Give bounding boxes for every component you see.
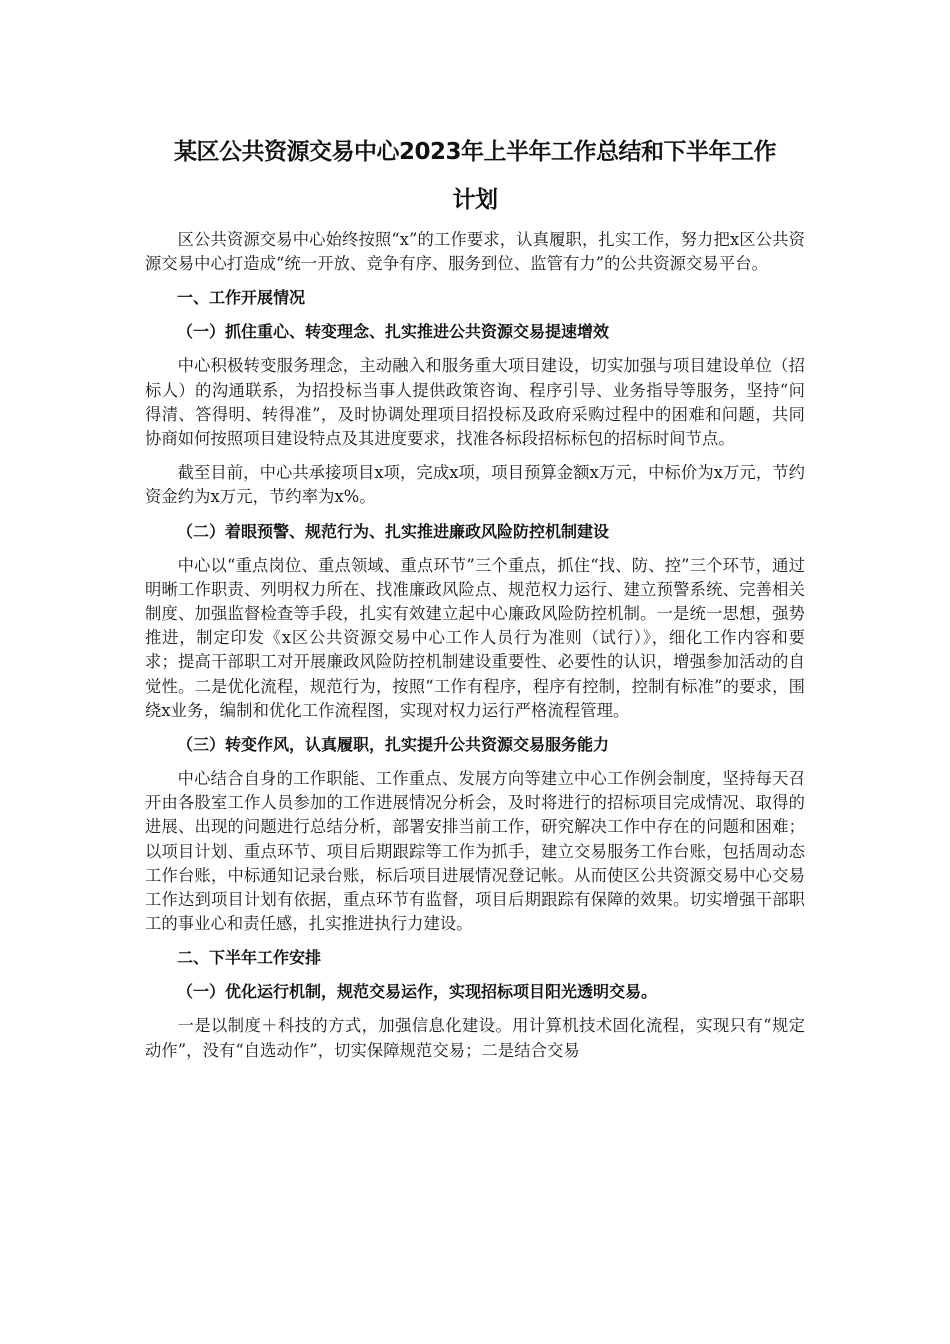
intro-paragraph: 区公共资源交易中心始终按照“x”的工作要求，认真履职，扎实工作，努力把x区公共资源交易中心打造成“统一开放、竞争有序、服务到位、监管有力”的公共资源交易平台。 — [145, 230, 805, 274]
section1-heading: 一、工作开展情况 — [177, 288, 306, 308]
section1-sub1-paragraph-2: 截至目前，中心共承接项目x项，完成x项，项目预算金额x万元，中标价为x万元，节约资金约为x万元，节约率为x%。 — [145, 463, 805, 507]
section1-sub3-paragraph-1: 中心结合自身的工作职能、工作重点、发展方向等建立中心工作例会制度，坚持每天召开由各股室工作人员参加的工作进展情况分析会，及时将进行的招标项目完成情况、取得的进展、出现的问题进行总结分析，部署安排当前工作，研究解决工作中存在的问题和困难；以项目计划、重点环节、项目后期跟踪等工作为抓手，建立交易服务工作台账，包括周动态工作台账，中标通知记录台账，标后项目进展情况登记帐。从而使区公共资源交易中心交易工作达到项目计划有依据，重点环节有监督，项目后期跟踪有保障的效果。切实增强干部职工的事业心和责任感，扎实推进执行力建设。 — [145, 769, 805, 934]
section1-sub1-paragraph-1: 中心积极转变服务理念，主动融入和服务重大项目建设，切实加强与项目建设单位（招标人）的沟通联系，为招投标当事人提供政策咨询、程序引导、业务指导等服务，坚持“问得清、答得明、转得准”，及时协调处理项目招投标及政府采购过程中的困难和问题，共同协商如何按照项目建设特点及其进度要求，找准各标段招标标包的招标时间节点。 — [145, 356, 805, 449]
section1-sub3-heading: （三）转变作风，认真履职，扎实提升公共资源交易服务能力 — [177, 735, 610, 755]
section2-sub1-heading: （一）优化运行机制，规范交易运作，实现招标项目阳光透明交易。 — [177, 982, 658, 1002]
document-body — [145, 128, 805, 1063]
section1-sub1-heading: （一）抓住重心、转变理念、扎实推进公共资源交易提速增效 — [177, 322, 610, 342]
section2-sub1-paragraph-1: 一是以制度＋科技的方式，加强信息化建设。用计算机技术固化流程，实现只有“规定动作”，没有“自选动作”，切实保障规范交易；二是结合交易 — [145, 1016, 805, 1060]
section2-heading: 二、下半年工作安排 — [177, 948, 322, 968]
document-title: 某区公共资源交易中心2023年上半年工作总结和下半年工作计划 — [173, 139, 776, 213]
section1-sub2-paragraph-1: 中心以“重点岗位、重点领域、重点环节”三个重点，抓住“找、防、控”三个环节，通过明晰工作职责、列明权力所在、找准廉政风险点、规范权力运行、建立预警系统、完善相关制度、加强监督检查等手段，扎实有效建立起中心廉政风险防控机制。一是统一思想，强势推进，制定印发《x区公共资源交易中心工作人员行为准则（试行）》，细化工作内容和要求；提高干部职工对开展廉政风险防控机制建设重要性、必要性的认识，增强参加活动的自觉性。二是优化流程，规范行为，按照“工作有程序，程序有控制，控制有标准”的要求，围绕x业务，编制和优化工作流程图，实现对权力运行严格流程管理。 — [145, 555, 805, 720]
section1-sub2-heading: （二）着眼预警、规范行为、扎实推进廉政风险防控机制建设 — [177, 521, 610, 541]
